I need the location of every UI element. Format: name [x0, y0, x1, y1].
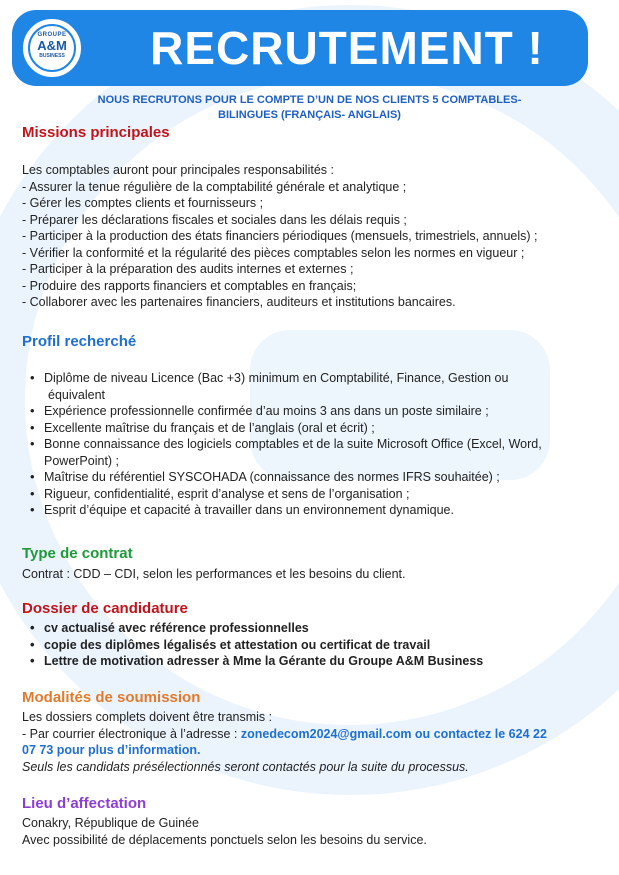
- missions-title: Missions principales: [22, 124, 170, 141]
- company-logo: [20, 16, 84, 80]
- dossier-item: • Lettre de motivation adresser à Mme la Gérante du Groupe A&M Business: [22, 653, 483, 670]
- missions-item: - Vérifier la conformité et la régularité des pièces comptables selon les normes en vigueur ;: [22, 245, 525, 260]
- logo-top-text: GROUPE: [37, 32, 67, 38]
- missions-item: - Produire des rapports financiers et comptables en français;: [22, 278, 357, 293]
- missions-item: - Assurer la tenue régulière de la comptabilité générale et analytique ;: [22, 179, 407, 194]
- contrat-text: Contrat : CDD – CDI, selon les performances et les besoins du client.: [22, 567, 406, 581]
- profil-item: [22, 502, 582, 519]
- profil-title: Profil recherché: [22, 333, 137, 350]
- dossier-item: • cv actualisé avec référence professionnelles: [22, 620, 483, 637]
- modalites-note: Seuls les candidats présélectionnés seront contactés pour la suite du processus.: [22, 759, 469, 774]
- profil-item: [22, 403, 582, 420]
- subtitle-line-1: NOUS RECRUTONS POUR LE COMPTE D’UN DE NOS CLIENTS 5 COMPTABLES-: [97, 94, 522, 106]
- lieu-line-1: Conakry, République de Guinée: [22, 816, 199, 830]
- profil-item: [22, 420, 582, 437]
- page-title: RECRUTEMENT !: [150, 22, 544, 74]
- profil-item-line: • Maîtrise du référentiel SYSCOHADA (connaissance des normes IFRS souhaitée) ;: [44, 470, 500, 484]
- profil-item-line: • Diplôme de niveau Licence (Bac +3) minimum en Comptabilité, Finance, Gestion ou: [44, 371, 509, 385]
- logo-sub-text: BUSINESS: [39, 53, 65, 59]
- profil-item: [22, 469, 582, 486]
- missions-item: - Participer à la production des états financiers périodiques (mensuels, trimestriels, annuels) ;: [22, 229, 538, 243]
- dossier-list: [22, 620, 483, 670]
- profil-item: [22, 370, 582, 403]
- contact-email-link[interactable]: zonedecom2024@gmail.com ou contactez le 624 22: [240, 726, 547, 741]
- profil-item: [22, 486, 582, 503]
- profil-item-line: • Excellente maîtrise du français et de l’anglais (oral et écrit) ;: [44, 420, 375, 435]
- profil-item-line: PowerPoint) ;: [44, 453, 120, 468]
- dossier-item: • copie des diplômes légalisés et attestation ou certificat de travail: [22, 637, 483, 654]
- dossier-title: Dossier de candidature: [22, 600, 188, 617]
- profil-item-line: équivalent: [48, 387, 105, 402]
- modalites-title: Modalités de soumission: [22, 689, 201, 706]
- modalites-line-2: [22, 726, 547, 743]
- profil-list: [22, 370, 582, 519]
- profil-item-line: • Rigueur, confidentialité, esprit d’analyse et sens de l’organisation ;: [44, 486, 410, 501]
- contrat-title: Type de contrat: [22, 545, 133, 562]
- missions-item: - Gérer les comptes clients et fournisseurs ;: [22, 196, 264, 210]
- missions-intro: Les comptables auront pour principales responsabilités :: [22, 163, 334, 177]
- profil-item-line: • Expérience professionnelle confirmée d’au moins 3 ans dans un poste similaire ;: [44, 404, 489, 418]
- header-banner: [12, 10, 588, 86]
- modalites-prefix: - Par courrier électronique à l’adresse :: [22, 726, 241, 741]
- logo-main-text: A&M: [37, 38, 67, 53]
- lieu-text: [22, 815, 427, 848]
- lieu-line-2: Avec possibilité de déplacements ponctuels selon les besoins du service.: [22, 832, 427, 847]
- missions-item: - Participer à la préparation des audits internes et externes ;: [22, 262, 354, 276]
- profil-item: [22, 436, 582, 469]
- lieu-title: Lieu d’affectation: [22, 795, 147, 812]
- profil-item-line: • Esprit d’équipe et capacité à travailler dans un environnement dynamique.: [44, 503, 454, 517]
- modalites-text: [22, 709, 547, 775]
- missions-item: - Préparer les déclarations fiscales et sociales dans les délais requis ;: [22, 212, 407, 227]
- modalites-line-1: Les dossiers complets doivent être transmis :: [22, 710, 273, 724]
- subtitle-line-2: BILINGUES (FRANÇAIS- ANGLAIS): [218, 109, 401, 121]
- missions-list: [22, 162, 538, 311]
- missions-item: - Collaborer avec les partenaires financiers, auditeurs et institutions bancaires.: [22, 295, 456, 309]
- contact-phone-link[interactable]: 07 73 pour plus d’information.: [22, 743, 201, 757]
- subtitle: [50, 93, 569, 123]
- profil-item-line: • Bonne connaissance des logiciels comptables et de la suite Microsoft Office (Excel, Word,: [44, 437, 542, 451]
